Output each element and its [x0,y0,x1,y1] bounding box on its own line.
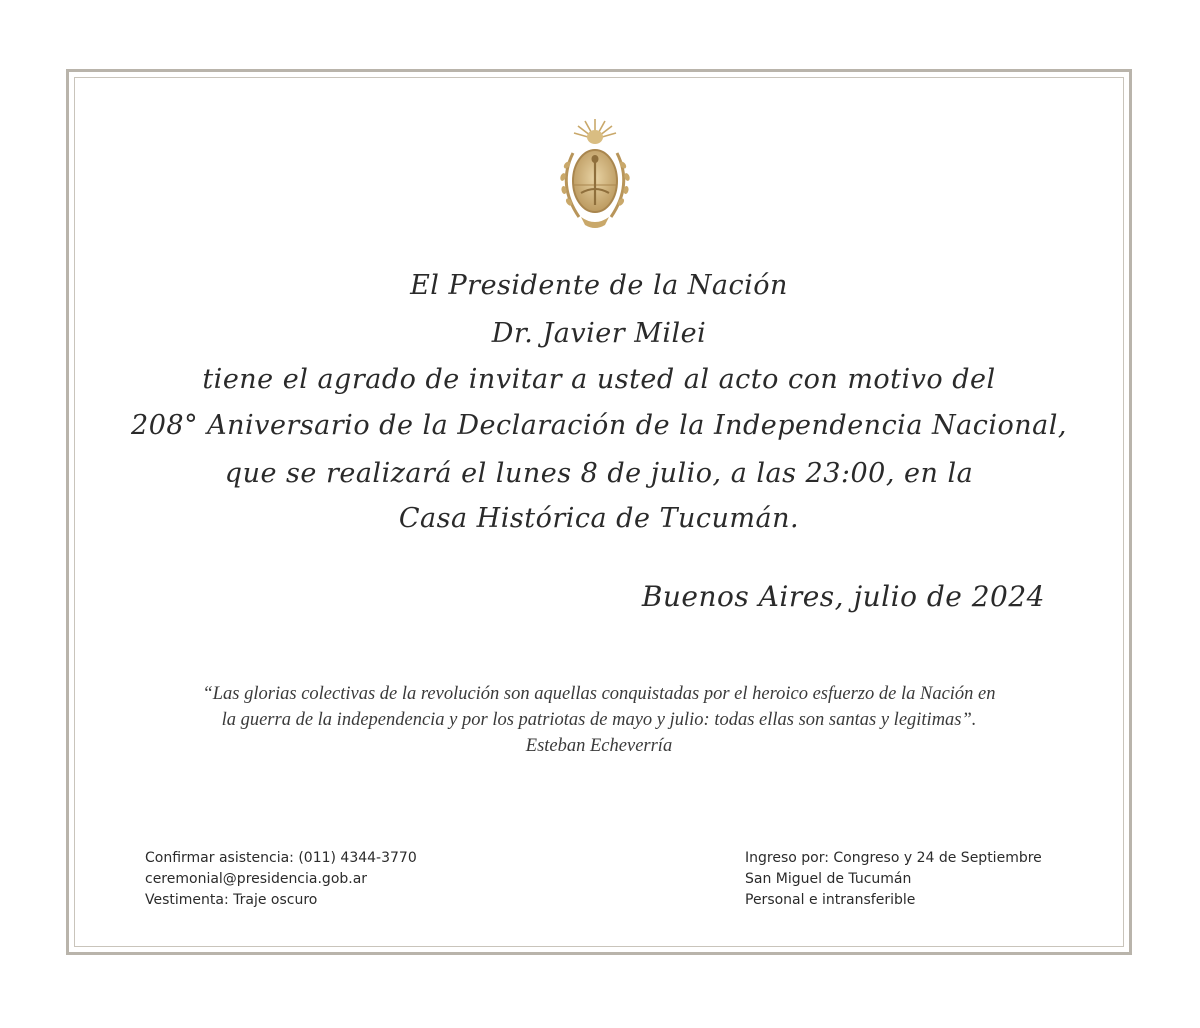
invitation-line-date: que se realizará el lunes 8 de julio, a las 23:00, en la [224,458,974,489]
quote-line-1: “Las glorias colectivas de la revolución son aquellas conquistadas por el heroico esfuerzo de la Nación en [202,684,996,704]
invitation-line-venue: Casa Histórica de Tucumán. [398,503,800,534]
invitation-line-anniversary: 208° Aniversario de la Declaración de la Independencia Nacional, [131,410,1067,441]
quote-author: Esteban Echeverría [525,736,673,756]
place-and-date: Buenos Aires, julio de 2024 [641,580,1045,613]
personal-note: Personal e intransferible [745,892,916,908]
quote-line-2: la guerra de la independencia y por los patriotas de mayo y julio: todas ellas son santas y legitimas”. [221,710,977,730]
footer-left-info [145,848,417,911]
invitation-line-president: El Presidente de la Nación [410,270,788,301]
invitation-line-invite: tiene el agrado de invitar a usted al acto con motivo del [202,364,996,395]
rsvp-email: ceremonial@presidencia.gob.ar [145,871,368,887]
entrance-info: Ingreso por: Congreso y 24 de Septiembre [745,850,1042,866]
coat-of-arms-icon [553,113,637,235]
invitation-line-name: Dr. Javier Milei [491,318,707,349]
dress-code: Vestimenta: Traje oscuro [145,892,318,908]
footer-right-info [745,848,1042,911]
city-info: San Miguel de Tucumán [745,871,912,887]
rsvp-phone: Confirmar asistencia: (011) 4344-3770 [145,850,417,866]
